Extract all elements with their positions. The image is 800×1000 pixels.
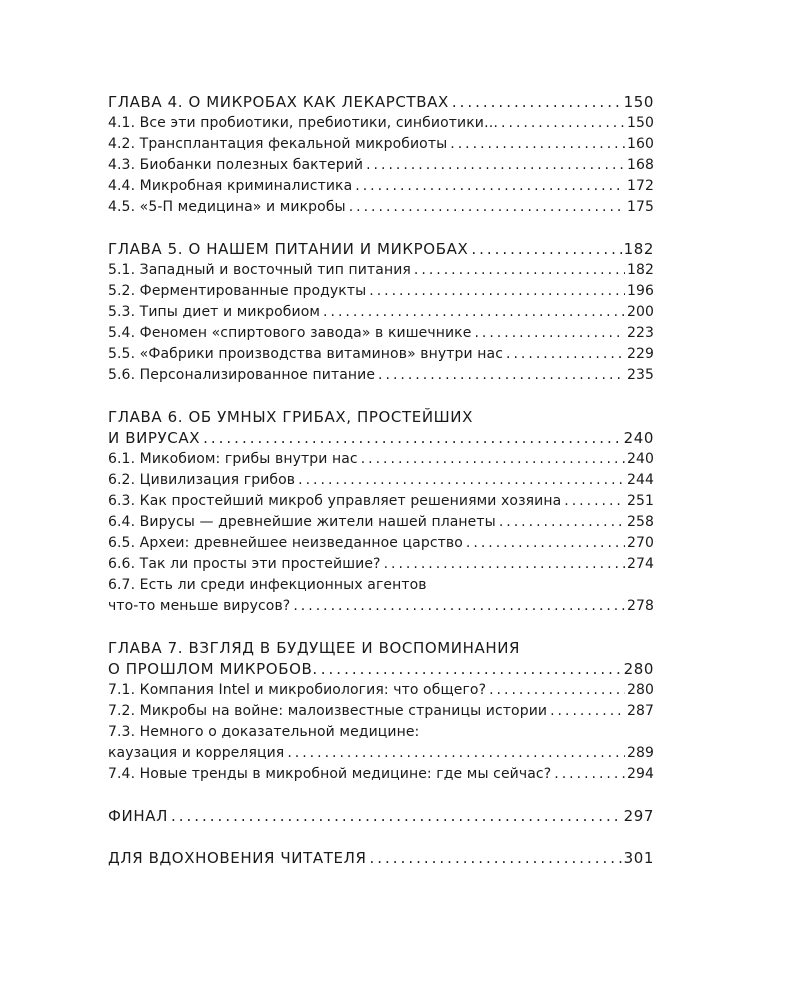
- entry-title: ДЛЯ ВДОХНОВЕНИЯ ЧИТАТЕЛЯ: [108, 849, 367, 867]
- subsection-entry[interactable]: [108, 512, 654, 533]
- entry-row: [108, 743, 654, 764]
- toc-section: [108, 239, 654, 386]
- toc-section: [108, 848, 654, 869]
- entry-row: [108, 680, 654, 701]
- dot-leader: [474, 323, 625, 344]
- entry-title-line: 6.7. Есть ли среди инфекционных агентов: [108, 577, 427, 593]
- page-number: 160: [626, 136, 654, 152]
- entry-row: [108, 596, 654, 617]
- entry-title: 6.3. Как простейший микроб управляет решениями хозяина: [108, 493, 562, 509]
- entry-title: 5.5. «Фабрики производства витаминов» внутри нас: [108, 346, 504, 362]
- chapter-entry[interactable]: [108, 806, 654, 827]
- dot-leader: [554, 764, 625, 785]
- subsection-entry[interactable]: [108, 575, 654, 617]
- dot-leader: [450, 134, 625, 155]
- entry-title-line: 7.3. Немного о доказательной медицине:: [108, 724, 420, 740]
- subsection-entry[interactable]: [108, 722, 654, 764]
- entry-row: [108, 281, 654, 302]
- entry-title: 4.3. Биобанки полезных бактерий: [108, 157, 364, 173]
- page-number: 235: [626, 367, 654, 383]
- entry-title: 7.1. Компания Intel и микробиология: что общего?: [108, 682, 487, 698]
- page-number: 280: [623, 660, 654, 678]
- subsection-entry[interactable]: [108, 365, 654, 386]
- page-number: 297: [623, 807, 654, 825]
- entry-title: 7.2. Микробы на войне: малоизвестные страницы истории: [108, 703, 548, 719]
- chapter-entry[interactable]: [108, 239, 654, 260]
- subsection-entry[interactable]: [108, 113, 654, 134]
- page-number: 182: [626, 262, 654, 278]
- subsection-entry[interactable]: [108, 764, 654, 785]
- page-number: 229: [626, 346, 654, 362]
- subsection-entry[interactable]: [108, 197, 654, 218]
- entry-title: 6.6. Так ли просты эти простейшие?: [108, 556, 381, 572]
- page-number: 289: [626, 745, 654, 761]
- page-number: 150: [623, 93, 654, 111]
- subsection-entry[interactable]: [108, 281, 654, 302]
- chapter-entry[interactable]: [108, 407, 654, 449]
- dot-leader: [384, 554, 625, 575]
- entry-row: [108, 260, 654, 281]
- entry-title: что-то меньше вирусов?: [108, 598, 291, 614]
- dot-leader: [323, 302, 625, 323]
- entry-title: ФИНАЛ: [108, 807, 168, 825]
- dot-leader: [298, 470, 625, 491]
- entry-row: [108, 806, 654, 827]
- dot-leader: [370, 848, 622, 869]
- entry-row: [108, 512, 654, 533]
- table-of-contents: [108, 92, 654, 890]
- entry-title: 4.2. Трансплантация фекальной микробиоты: [108, 136, 448, 152]
- entry-title: 5.2. Ферментированные продукты: [108, 283, 367, 299]
- entry-title: О ПРОШЛОМ МИКРОБОВ.: [108, 660, 318, 678]
- subsection-entry[interactable]: [108, 260, 654, 281]
- entry-title: 5.1. Западный и восточный тип питания: [108, 262, 411, 278]
- page-number: 240: [623, 429, 654, 447]
- dot-leader: [378, 365, 625, 386]
- subsection-entry[interactable]: [108, 134, 654, 155]
- entry-title: ГЛАВА 5. О НАШЕМ ПИТАНИИ И МИКРОБАХ: [108, 240, 469, 258]
- dot-leader: [452, 92, 622, 113]
- entry-row: [108, 134, 654, 155]
- subsection-entry[interactable]: [108, 701, 654, 722]
- subsection-entry[interactable]: [108, 533, 654, 554]
- dot-leader: [471, 239, 621, 260]
- entry-row: [108, 176, 654, 197]
- subsection-entry[interactable]: [108, 449, 654, 470]
- dot-leader: [349, 197, 625, 218]
- dot-leader: [361, 449, 625, 470]
- dot-leader: [203, 428, 621, 449]
- page-number: 287: [626, 703, 654, 719]
- dot-leader: [366, 155, 625, 176]
- entry-row: [108, 659, 654, 680]
- dot-leader: [499, 512, 625, 533]
- page-number: 294: [626, 766, 654, 782]
- dot-leader: [369, 281, 625, 302]
- subsection-entry[interactable]: [108, 302, 654, 323]
- toc-section: [108, 92, 654, 218]
- subsection-entry[interactable]: [108, 470, 654, 491]
- entry-title: 5.4. Феномен «спиртового завода» в кишечнике: [108, 325, 472, 341]
- entry-row: [108, 470, 654, 491]
- entry-row: [108, 92, 654, 113]
- page-number: 168: [626, 157, 654, 173]
- dot-leader: [501, 113, 625, 134]
- entry-row: [108, 197, 654, 218]
- subsection-entry[interactable]: [108, 323, 654, 344]
- entry-title: 7.4. Новые тренды в микробной медицине: где мы сейчас?: [108, 766, 552, 782]
- entry-title-line: ГЛАВА 7. ВЗГЛЯД В БУДУЩЕЕ И ВОСПОМИНАНИЯ: [108, 639, 521, 657]
- entry-title: каузация и корреляция: [108, 745, 285, 761]
- dot-leader: [564, 491, 625, 512]
- dot-leader: [550, 701, 625, 722]
- page-number: 223: [626, 325, 654, 341]
- page-number: 274: [626, 556, 654, 572]
- dot-leader: [414, 260, 625, 281]
- entry-title: 4.5. «5-П медицина» и микробы: [108, 199, 346, 215]
- page-number: 200: [626, 304, 654, 320]
- page-number: 182: [623, 240, 654, 258]
- entry-row: [108, 428, 654, 449]
- entry-row: [108, 113, 654, 134]
- entry-title: 6.1. Микобиом: грибы внутри нас: [108, 451, 358, 467]
- page-number: 280: [626, 682, 654, 698]
- chapter-entry[interactable]: [108, 848, 654, 869]
- page-number: 150: [626, 115, 654, 131]
- entry-title: 5.6. Персонализированное питание: [108, 367, 376, 383]
- page-number: 258: [626, 514, 654, 530]
- entry-row: [108, 365, 654, 386]
- dot-leader: [171, 806, 622, 827]
- page-number: 251: [626, 493, 654, 509]
- page-number: 301: [623, 849, 654, 867]
- entry-row: [108, 302, 654, 323]
- entry-title-line: ГЛАВА 6. ОБ УМНЫХ ГРИБАХ, ПРОСТЕЙШИХ: [108, 408, 473, 426]
- entry-row: [108, 344, 654, 365]
- entry-row: [108, 239, 654, 260]
- page-number: 270: [626, 535, 654, 551]
- dot-leader: [489, 680, 625, 701]
- subsection-entry[interactable]: [108, 344, 654, 365]
- entry-title: 6.2. Цивилизация грибов: [108, 472, 296, 488]
- entry-title: 5.3. Типы диет и микробиом: [108, 304, 321, 320]
- toc-section: [108, 638, 654, 785]
- entry-row: [108, 701, 654, 722]
- entry-row: [108, 533, 654, 554]
- chapter-entry[interactable]: [108, 92, 654, 113]
- entry-row: [108, 491, 654, 512]
- page-number: 244: [626, 472, 654, 488]
- subsection-entry[interactable]: [108, 554, 654, 575]
- subsection-entry[interactable]: [108, 155, 654, 176]
- dot-leader: [321, 659, 622, 680]
- entry-title: 6.5. Археи: древнейшее неизведанное царство: [108, 535, 463, 551]
- dot-leader: [466, 533, 625, 554]
- entry-title: 4.1. Все эти пробиотики, пребиотики, синбиотики…: [108, 115, 499, 131]
- toc-section: [108, 407, 654, 617]
- page-number: 278: [626, 598, 654, 614]
- entry-row: [108, 449, 654, 470]
- entry-title: 4.4. Микробная криминалистика: [108, 178, 353, 194]
- subsection-entry[interactable]: [108, 176, 654, 197]
- dot-leader: [506, 344, 625, 365]
- entry-row: [108, 155, 654, 176]
- entry-row: [108, 323, 654, 344]
- entry-title: 6.4. Вирусы — древнейшие жители нашей планеты: [108, 514, 496, 530]
- toc-section: [108, 806, 654, 827]
- entry-row: [108, 764, 654, 785]
- entry-title: И ВИРУСАХ: [108, 429, 201, 447]
- entry-row: [108, 848, 654, 869]
- page-number: 172: [626, 178, 654, 194]
- entry-title: ГЛАВА 4. О МИКРОБАХ КАК ЛЕКАРСТВАХ: [108, 93, 449, 111]
- chapter-entry[interactable]: [108, 638, 654, 680]
- page-number: 240: [626, 451, 654, 467]
- dot-leader: [293, 596, 625, 617]
- entry-row: [108, 554, 654, 575]
- page-number: 175: [626, 199, 654, 215]
- dot-leader: [355, 176, 625, 197]
- subsection-entry[interactable]: [108, 680, 654, 701]
- page-number: 196: [626, 283, 654, 299]
- subsection-entry[interactable]: [108, 491, 654, 512]
- dot-leader: [287, 743, 625, 764]
